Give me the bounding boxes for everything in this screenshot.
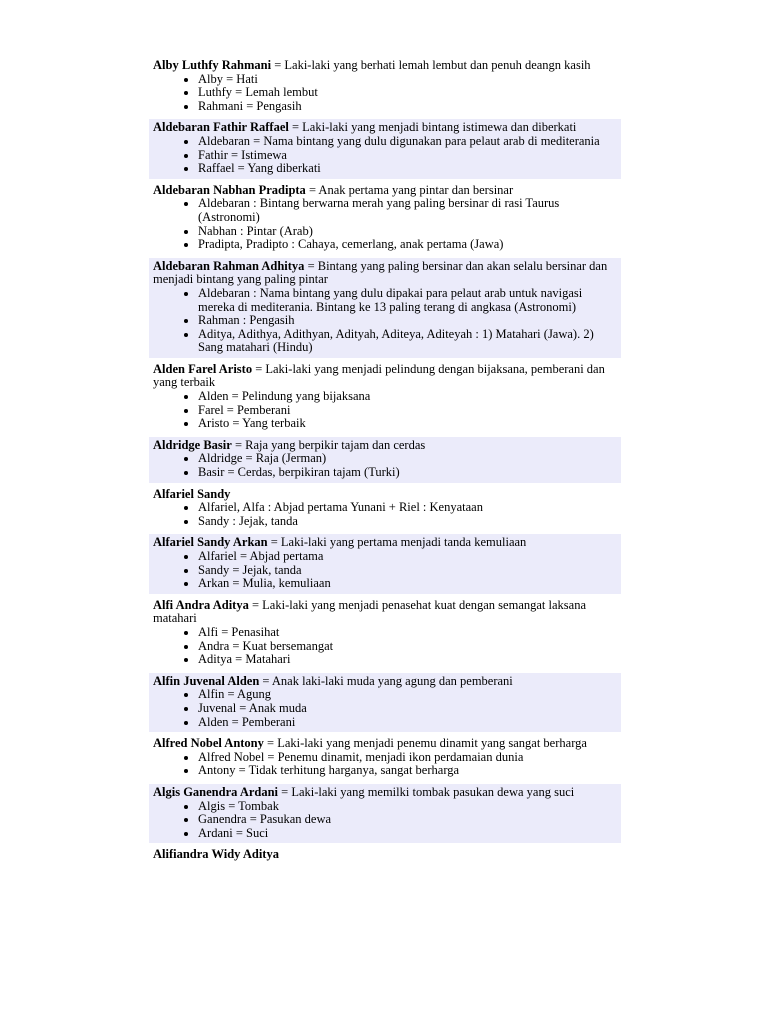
entry-breakdown-list <box>153 800 617 841</box>
entry-name: Alifiandra Widy Aditya <box>153 847 279 862</box>
name-entry <box>149 735 621 781</box>
entry-breakdown-list <box>153 390 617 431</box>
entry-heading <box>153 439 617 453</box>
list-item: • Raffael = Yang diberkati <box>198 162 617 176</box>
entry-breakdown-list <box>153 550 617 591</box>
list-item: • Alfin = Agung <box>198 688 617 702</box>
name-entry <box>149 437 621 483</box>
list-item: • Aristo = Yang terbaik <box>198 417 617 431</box>
list-item: • Alfariel, Alfa : Abjad pertama Yunani + Riel : Kenyataan <box>198 501 617 515</box>
entry-meaning: = Bintang yang paling bersinar dan akan selalu bersinar dan menjadi bintang yang paling pintar <box>153 258 608 287</box>
entry-heading <box>153 488 617 502</box>
entry-breakdown-list <box>153 73 617 114</box>
entry-meaning: = Laki-laki yang berhati lemah lembut dan penuh deangn kasih <box>271 58 591 72</box>
list-item: • Andra = Kuat bersemangat <box>198 640 617 654</box>
entry-heading <box>153 737 617 751</box>
entry-heading <box>153 184 617 198</box>
list-item: • Alden = Pemberani <box>198 716 617 730</box>
entry-breakdown-list <box>153 688 617 729</box>
list-item: • Aditya = Matahari <box>198 653 617 667</box>
entry-heading <box>153 260 617 287</box>
entry-meaning: = Anak laki-laki muda yang agung dan pemberani <box>259 673 513 688</box>
list-item: • Rahman : Pengasih <box>198 314 617 328</box>
list-item: • Pradipta, Pradipto : Cahaya, cemerlang, anak pertama (Jawa) <box>198 238 617 252</box>
entry-breakdown-list <box>153 197 617 251</box>
entry-name: Aldridge Basir <box>153 437 232 452</box>
entry-heading <box>153 59 617 73</box>
entry-breakdown-list <box>153 626 617 667</box>
entry-breakdown-list <box>153 287 617 355</box>
entry-meaning: = Laki-laki yang menjadi pelindung dengan bijaksana, pemberani dan yang terbaik <box>153 361 605 390</box>
entry-meaning: = Laki-laki yang menjadi penasehat kuat dengan semangat laksana matahari <box>153 597 586 626</box>
list-item: • Sandy = Jejak, tanda <box>198 564 617 578</box>
list-item: • Sandy : Jejak, tanda <box>198 515 617 529</box>
list-item: • Alby = Hati <box>198 73 617 87</box>
name-entry <box>149 486 621 532</box>
list-item: • Juvenal = Anak muda <box>198 702 617 716</box>
name-entry <box>149 182 621 255</box>
list-item: • Farel = Pemberani <box>198 404 617 418</box>
entry-heading <box>153 363 617 390</box>
entry-name: Alfariel Sandy <box>153 486 231 501</box>
list-item: • Algis = Tombak <box>198 800 617 814</box>
list-item: • Arkan = Mulia, kemuliaan <box>198 577 617 591</box>
entry-name: Aldebaran Rahman Adhitya <box>153 258 305 273</box>
list-item: • Aldridge = Raja (Jerman) <box>198 452 617 466</box>
entry-meaning: = Laki-laki yang memilki tombak pasukan dewa yang suci <box>278 784 575 799</box>
list-item: • Aditya, Adithya, Adithyan, Adityah, Aditeya, Aditeyah : 1) Matahari (Jawa). 2) Sang matahari (Hindu) <box>198 328 617 355</box>
list-item: • Alfi = Penasihat <box>198 626 617 640</box>
name-entry <box>149 784 621 843</box>
entry-name: Aldebaran Nabhan Pradipta <box>153 182 306 197</box>
entry-name: Alfred Nobel Antony <box>153 736 264 751</box>
name-entry <box>149 361 621 434</box>
document-body <box>149 57 621 868</box>
name-entry <box>149 119 621 178</box>
entry-breakdown-list <box>153 135 617 176</box>
entry-heading <box>153 599 617 626</box>
name-entry <box>149 673 621 732</box>
entry-breakdown-list <box>153 751 617 778</box>
list-item: • Ardani = Suci <box>198 827 617 841</box>
list-item: • Alfred Nobel = Penemu dinamit, menjadi ikon perdamaian dunia <box>198 751 617 765</box>
entry-meaning: = Anak pertama yang pintar dan bersinar <box>305 182 514 197</box>
entry-heading <box>153 786 617 800</box>
name-entry <box>149 846 621 865</box>
list-item: • Aldebaran : Nama bintang yang dulu dipakai para pelaut arab untuk navigasi mereka di mediterania. Bintang ke 13 paling terang di angkasa (Astronomi) <box>198 287 617 314</box>
name-entry <box>149 534 621 593</box>
name-entry <box>149 57 621 116</box>
list-item: • Aldebaran : Bintang berwarna merah yang paling bersinar di rasi Taurus (Astronomi) <box>198 197 617 224</box>
list-item: • Luthfy = Lemah lembut <box>198 86 617 100</box>
list-item: • Basir = Cerdas, berpikiran tajam (Turki) <box>198 466 617 480</box>
list-item: • Fathir = Istimewa <box>198 149 617 163</box>
entry-name: Alfi Andra Aditya <box>153 597 249 612</box>
name-entry <box>149 597 621 670</box>
entry-heading <box>153 848 617 862</box>
entry-meaning: = Laki-laki yang menjadi bintang istimewa dan diberkati <box>288 120 577 135</box>
entry-meaning: = Raja yang berpikir tajam dan cerdas <box>231 437 426 452</box>
entry-breakdown-list <box>153 501 617 528</box>
entry-name: Alden Farel Aristo <box>153 361 253 376</box>
entry-name: Aldebaran Fathir Raffael <box>153 120 289 135</box>
entry-meaning: = Laki-laki yang menjadi penemu dinamit yang sangat berharga <box>263 736 587 751</box>
entry-name: Alby Luthfy Rahmani <box>153 58 272 72</box>
entry-heading <box>153 536 617 550</box>
entry-name: Alfin Juvenal Alden <box>153 673 260 688</box>
entry-breakdown-list <box>153 452 617 479</box>
list-item: • Rahmani = Pengasih <box>198 100 617 114</box>
list-item: • Antony = Tidak terhitung harganya, sangat berharga <box>198 764 617 778</box>
list-item: • Alden = Pelindung yang bijaksana <box>198 390 617 404</box>
name-entry <box>149 258 621 358</box>
entry-heading <box>153 121 617 135</box>
list-item: • Alfariel = Abjad pertama <box>198 550 617 564</box>
entry-name: Algis Ganendra Ardani <box>153 784 279 799</box>
list-item: • Aldebaran = Nama bintang yang dulu digunakan para pelaut arab di mediterania <box>198 135 617 149</box>
list-item: • Ganendra = Pasukan dewa <box>198 813 617 827</box>
entry-meaning: = Laki-laki yang pertama menjadi tanda kemuliaan <box>267 535 527 550</box>
entry-heading <box>153 675 617 689</box>
entry-name: Alfariel Sandy Arkan <box>153 535 268 550</box>
list-item: • Nabhan : Pintar (Arab) <box>198 225 617 239</box>
